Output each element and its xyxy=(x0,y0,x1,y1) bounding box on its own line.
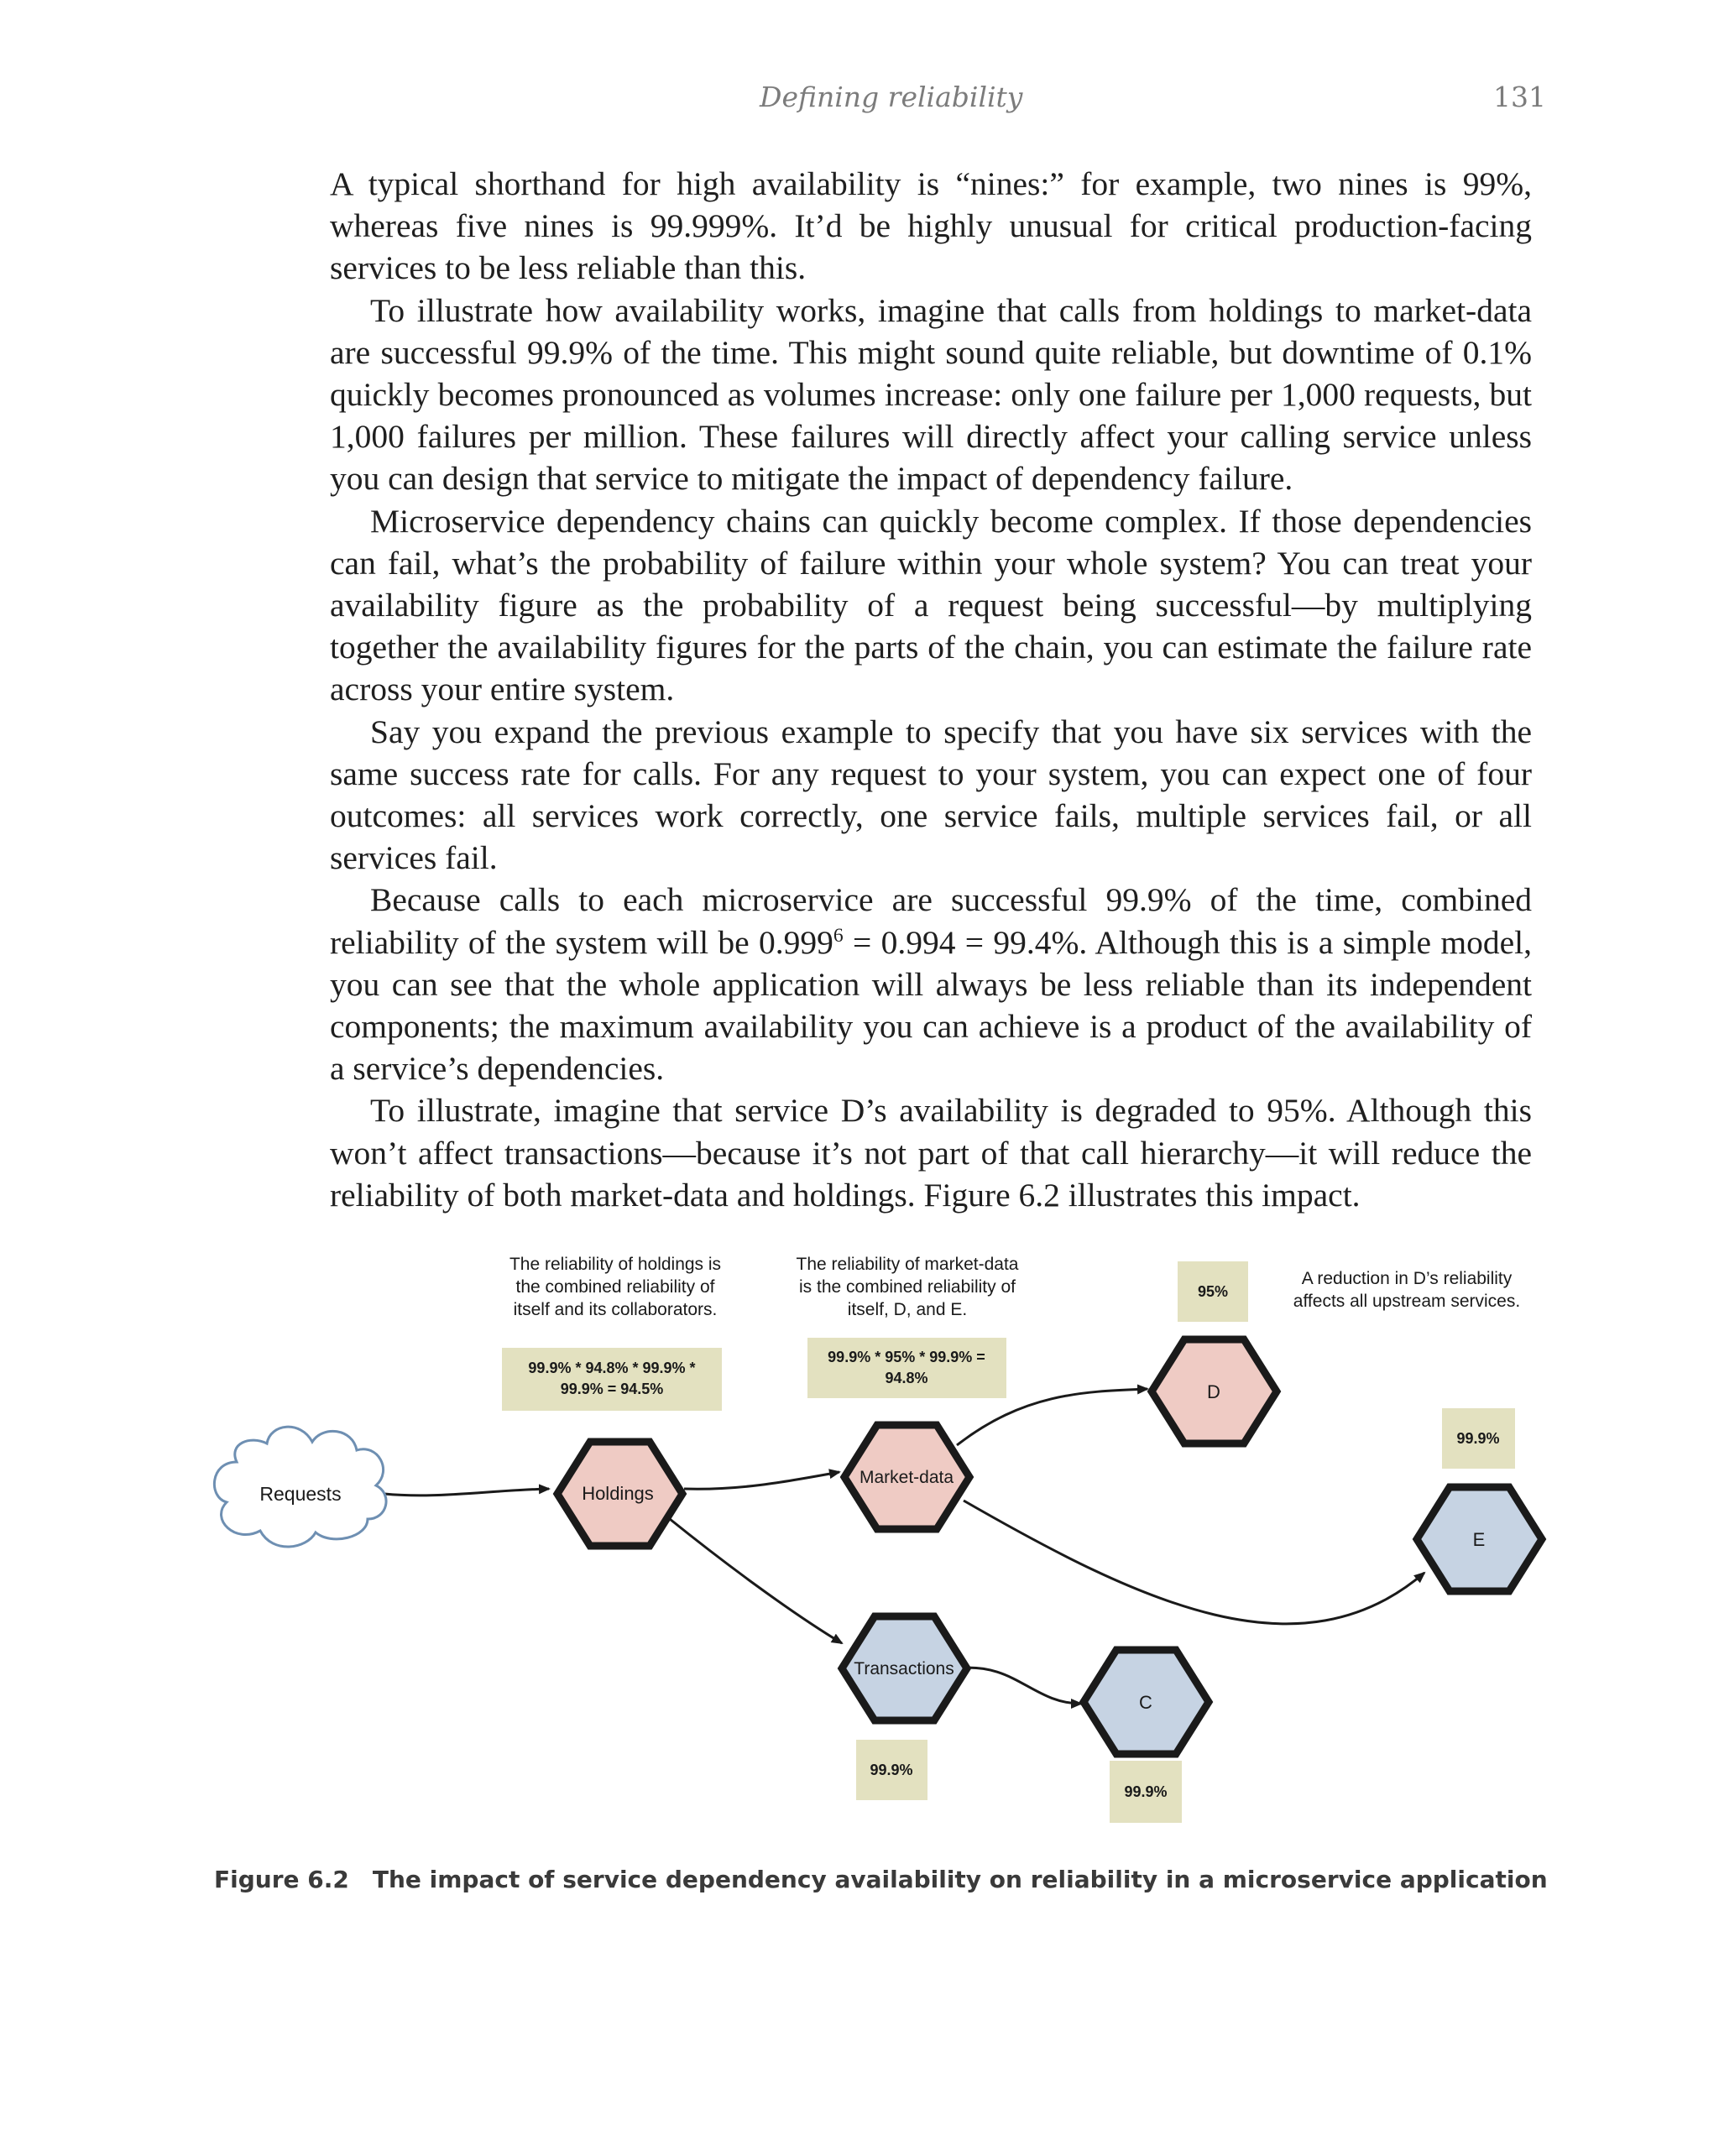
d-node xyxy=(1152,1339,1277,1443)
requests-label: Requests xyxy=(259,1483,342,1505)
c-availability-label xyxy=(1110,1761,1182,1823)
svg-text:C: C xyxy=(1139,1692,1152,1713)
running-head: Defining reliability xyxy=(760,81,1023,113)
svg-text:99.9%: 99.9% xyxy=(1456,1430,1500,1447)
d-availability-label xyxy=(1178,1261,1248,1322)
dependency-diagram xyxy=(0,1242,1719,1846)
transactions-node xyxy=(842,1616,967,1720)
paragraph: To illustrate, imagine that service D’s availability is degraded to 95%. Although this won’t affect transactions—because it’s not part of that call hierarchy—it will reduce the reliability of both market-data and holdings. Figure 6.2 illustrates this impact. xyxy=(330,1092,1532,1214)
market-data-annotation xyxy=(797,1255,1019,1319)
figure-caption xyxy=(214,1866,1548,1893)
annotation-line: The reliability of market-data xyxy=(796,1255,1019,1274)
paragraph: A typical shorthand for high availability is “nines:” for example, two nines is 99%, whereas five nines is 99.999%. It’d be highly unusual for critical production-facing services to be less reliable than this. xyxy=(330,165,1532,287)
annotation-line: itself and its collaborators. xyxy=(513,1300,718,1319)
e-availability-label xyxy=(1442,1408,1515,1469)
svg-text:Holdings: Holdings xyxy=(582,1483,654,1504)
e-node xyxy=(1417,1487,1542,1591)
formula-line: 99.9% * 95% * 99.9% = xyxy=(828,1349,985,1365)
market-data-node xyxy=(844,1425,969,1529)
annotation-line: The reliability of holdings is xyxy=(509,1255,722,1274)
holdings-annotation xyxy=(509,1255,721,1319)
paragraph xyxy=(330,879,1532,1089)
holdings-to-transactions-arrow xyxy=(670,1519,842,1643)
transactions-availability-label xyxy=(856,1740,927,1800)
market-data-to-e-arrow xyxy=(964,1501,1424,1624)
exponent: 6 xyxy=(833,924,844,947)
paragraph: Say you expand the previous example to specify that you have six services with the same success rate for calls. For any request to your system, you can expect one of four outcomes: all services work correctly, one service fails, multiple services fail, or all services fail. xyxy=(330,713,1532,877)
body-text xyxy=(330,163,1532,1216)
formula-line: 99.9% = 94.5% xyxy=(560,1381,664,1397)
figure-6-2 xyxy=(0,1242,1719,1846)
svg-text:95%: 95% xyxy=(1197,1283,1229,1300)
annotation-line: the combined reliability of xyxy=(515,1277,715,1297)
figure-caption-text: The impact of service dependency availability on reliability in a microservice application xyxy=(372,1866,1548,1893)
svg-text:99.9%: 99.9% xyxy=(1124,1783,1168,1800)
market-data-formula-box xyxy=(807,1338,1006,1398)
formula-line: 94.8% xyxy=(885,1370,928,1386)
page-number: 131 xyxy=(1493,81,1546,113)
svg-text:D: D xyxy=(1207,1381,1220,1402)
annotation-line: affects all upstream services. xyxy=(1293,1292,1521,1311)
d-annotation xyxy=(1293,1269,1520,1311)
svg-text:Market-data: Market-data xyxy=(859,1468,954,1487)
paragraph: Microservice dependency chains can quickly become complex. If those dependencies can fail, what’s the probability of failure within your whole system? You can treat your availability figure as the probability of a request being successful—by multiplying together the availability figures for the parts of the chain, you can estimate the failure rate across your entire system. xyxy=(330,502,1532,708)
svg-text:E: E xyxy=(1472,1529,1486,1550)
holdings-node xyxy=(557,1442,682,1546)
formula-line: 99.9% * 94.8% * 99.9% * xyxy=(528,1360,696,1376)
paragraph-text: = 0.994 = 99.4%. Although this is a simple model, you can see that the whole application will always be less reliable than its independent components; the maximum availability you can achieve is a product of the availability of a service’s dependencies. xyxy=(330,923,1532,1088)
svg-text:99.9%: 99.9% xyxy=(870,1762,913,1778)
figure-number: Figure 6.2 xyxy=(214,1866,349,1893)
annotation-line: A reduction in D’s reliability xyxy=(1301,1269,1513,1288)
svg-text:Transactions: Transactions xyxy=(854,1659,954,1678)
requests-to-holdings-arrow xyxy=(384,1489,549,1496)
holdings-to-market-data-arrow xyxy=(684,1472,839,1489)
annotation-line: is the combined reliability of xyxy=(799,1277,1016,1297)
requests-cloud xyxy=(214,1427,386,1547)
transactions-to-c-arrow xyxy=(957,1668,1081,1704)
paragraph-text: Because calls to each microservice are successful 99.9% of the time, combined reliability of the system will be 0.999 xyxy=(330,881,1532,961)
holdings-formula-box xyxy=(502,1348,722,1411)
paragraph: To illustrate how availability works, imagine that calls from holdings to market-data are successful 99.9% of the time. This might sound quite reliable, but downtime of 0.1% quickly becomes pronounced as volumes increase: only one failure per 1,000 requests, but 1,000 failures per million. These failures will directly affect your calling service unless you can design that service to mitigate the impact of dependency failure. xyxy=(330,291,1532,498)
annotation-line: itself, D, and E. xyxy=(847,1300,968,1319)
c-node xyxy=(1084,1650,1209,1754)
